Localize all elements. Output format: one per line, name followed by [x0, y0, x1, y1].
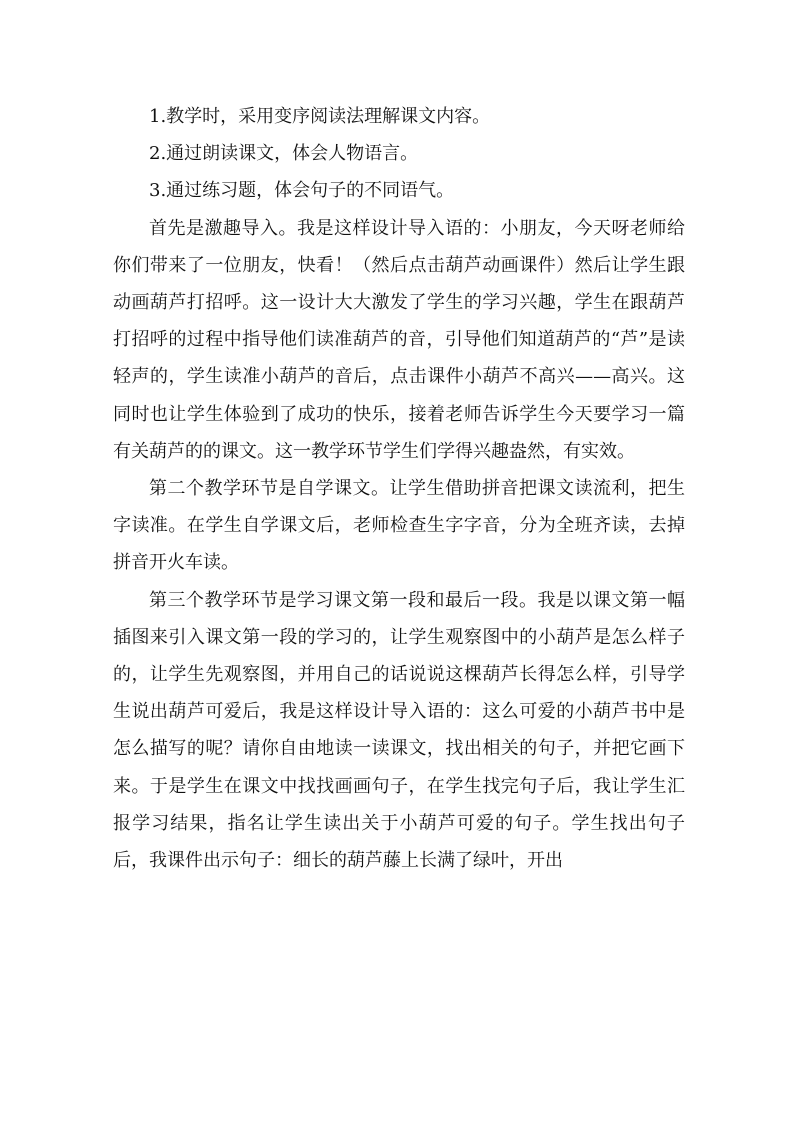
paragraph-intro: 首先是激趣导入。我是这样设计导入语的：小朋友，今天呀老师给你们带来了一位朋友，快看！（然后点击葫芦动画课件）然后让学生跟动画葫芦打招呼。这一设计大大激发了学生的学习兴趣，学生在跟葫芦打招呼的过程中指导他们读准葫芦的音，引导他们知道葫芦的“芦”是读轻声的，学生读准小葫芦的音后，点击课件小葫芦不高兴——高兴。这同时也让学生体验到了成功的快乐，接着老师告诉学生今天要学习一篇有关葫芦的的课文。这一教学环节学生们学得兴趣盎然，有实效。 [113, 217, 685, 462]
document-body [113, 98, 685, 879]
paragraph-goal-1: 1.教学时，采用变序阅读法理解课文内容。 [149, 106, 491, 127]
paragraph-goal-2: 2.通过朗读课文，体会人物语言。 [149, 143, 419, 165]
paragraph-goal-3: 3.通过练习题，体会句子的不同语气。 [149, 180, 455, 202]
paragraph-step-2: 第二个教学环节是自学课文。让学生借助拼音把课文读流利，把生字读准。在学生自学课文后，老师检查生字字音，分为全班齐读，去掉拼音开火车读。 [113, 478, 685, 574]
paragraph-step-3: 第三个教学环节是学习课文第一段和最后一段。我是以课文第一幅插图来引入课文第一段的学习的，让学生观察图中的小葫芦是怎么样子的，让学生先观察图，并用自己的话说说这棵葫芦长得怎么样，引导学生说出葫芦可爱后，我是这样设计导入语的：这么可爱的小葫芦书中是怎么描写的呢？请你自由地读一读课文，找出相关的句子，并把它画下来。于是学生在课文中找找画画句子，在学生找完句子后，我让学生汇报学习结果，指名让学生读出关于小葫芦可爱的句子。学生找出句子后，我课件出示句子：细长的葫芦藤上长满了绿叶，开出 [113, 589, 685, 872]
